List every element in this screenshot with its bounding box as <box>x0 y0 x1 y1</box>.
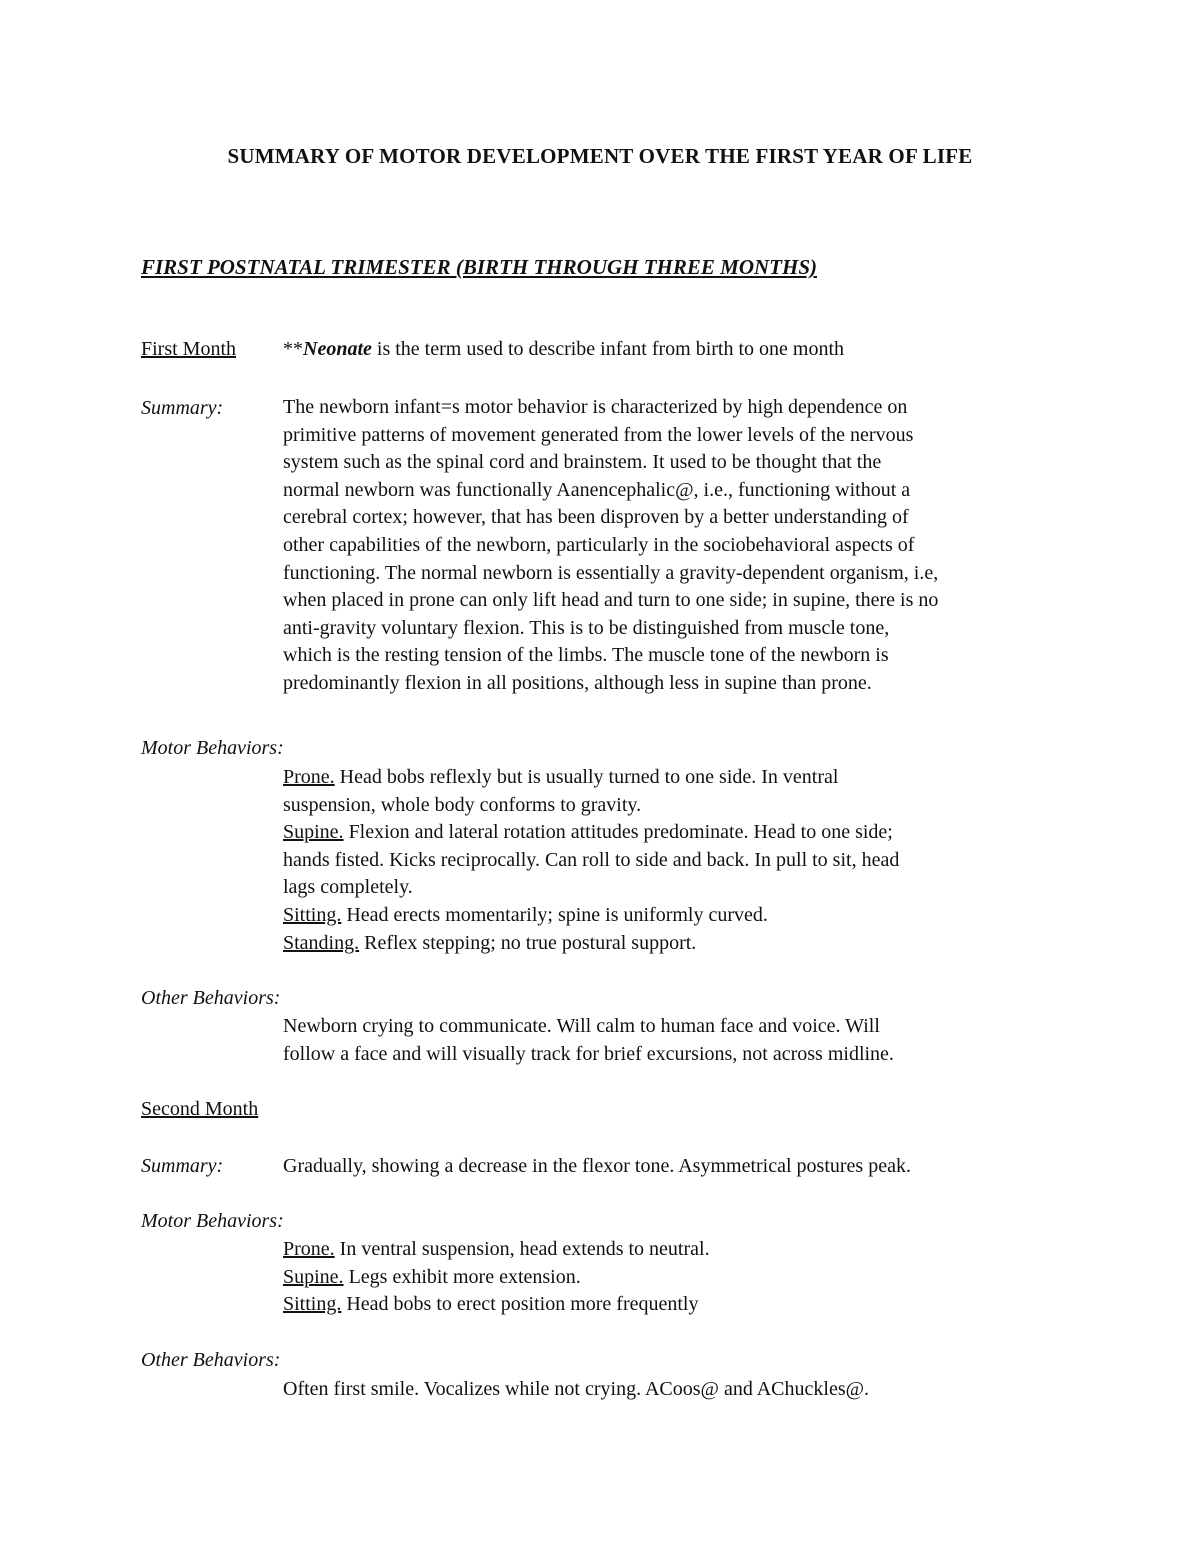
summary-line: The newborn infant=s motor behavior is characterized by high dependence on <box>283 396 908 418</box>
prone-term: Prone. <box>283 766 335 788</box>
prone-text-cont: suspension, whole body conforms to gravity. <box>283 793 642 816</box>
intro-rest: is the term used to describe infant from birth to one month <box>371 338 845 360</box>
summary-line: cerebral cortex; however, that has been disproven by a better understanding of <box>283 506 909 529</box>
second-month-label: Second Month <box>141 1098 259 1120</box>
prone-text: In ventral suspension, head extends to neutral. <box>334 1238 710 1260</box>
first-month-summary-label: Summary: <box>141 397 224 419</box>
first-month-summary <box>283 394 938 698</box>
second-month-motor-label: Motor Behaviors: <box>141 1210 284 1232</box>
sitting-text: Head erects momentarily; spine is uniformly curved. <box>341 903 768 926</box>
first-month-motor-behaviors <box>283 764 899 957</box>
second-month-other-behaviors <box>283 1376 869 1404</box>
second-month-summary-label: Summary: <box>141 1155 224 1177</box>
sitting-text: Head bobs to erect position more frequently <box>341 1293 699 1316</box>
document-title: SUMMARY OF MOTOR DEVELOPMENT OVER THE FIRST YEAR OF LIFE <box>227 144 973 168</box>
supine-text: Legs exhibit more extension. <box>343 1265 581 1288</box>
supine-text-cont: hands fisted. Kicks reciprocally. Can roll to side and back. In pull to sit, head <box>283 848 900 871</box>
neonate-term: Neonate <box>303 338 372 360</box>
other-line: Often first smile. Vocalizes while not crying. ACoos@ and AChuckles@. <box>283 1378 870 1400</box>
prone-term: Prone. <box>283 1238 335 1260</box>
second-month-motor-behaviors <box>283 1236 710 1319</box>
sitting-term: Sitting. <box>283 903 342 926</box>
second-month-summary <box>283 1153 911 1181</box>
supine-term: Supine. <box>283 1265 344 1288</box>
summary-line: functioning. The normal newborn is essentially a gravity-dependent organism, i.e, <box>283 561 939 584</box>
supine-term: Supine. <box>283 821 344 844</box>
first-month-other-behaviors <box>283 1013 894 1068</box>
standing-text: Reflex stepping; no true postural support. <box>359 931 697 954</box>
summary-line: when placed in prone can only lift head and turn to one side; in supine, there is no <box>283 589 939 612</box>
intro-prefix: ** <box>283 338 303 360</box>
supine-text-cont: lags completely. <box>283 876 413 899</box>
summary-line: predominantly flexion in all positions, although less in supine than prone. <box>283 671 872 694</box>
first-month-label: First Month <box>141 338 237 360</box>
second-month-other-label: Other Behaviors: <box>141 1349 281 1371</box>
section-heading: FIRST POSTNATAL TRIMESTER (BIRTH THROUGH THREE MONTHS) <box>141 255 817 279</box>
first-month-other-label: Other Behaviors: <box>141 987 281 1009</box>
first-month-motor-label: Motor Behaviors: <box>141 737 284 759</box>
first-month-intro <box>283 336 844 364</box>
summary-line: normal newborn was functionally Aanencephalic@, i.e., functioning without a <box>283 478 911 501</box>
summary-line: Gradually, showing a decrease in the flexor tone. Asymmetrical postures peak. <box>283 1155 911 1177</box>
supine-text: Flexion and lateral rotation attitudes predominate. Head to one side; <box>343 821 893 844</box>
prone-text: Head bobs reflexly but is usually turned to one side. In ventral <box>334 766 839 788</box>
summary-line: other capabilities of the newborn, particularly in the sociobehavioral aspects of <box>283 533 915 556</box>
summary-line: primitive patterns of movement generated from the lower levels of the nervous <box>283 423 914 446</box>
summary-line: which is the resting tension of the limbs. The muscle tone of the newborn is <box>283 644 889 667</box>
summary-line: anti-gravity voluntary flexion. This is to be distinguished from muscle tone, <box>283 616 890 639</box>
other-line: Newborn crying to communicate. Will calm to human face and voice. Will <box>283 1015 880 1037</box>
other-line: follow a face and will visually track for brief excursions, not across midline. <box>283 1042 894 1065</box>
sitting-term: Sitting. <box>283 1293 342 1316</box>
summary-line: system such as the spinal cord and brainstem. It used to be thought that the <box>283 451 882 474</box>
standing-term: Standing. <box>283 931 360 954</box>
